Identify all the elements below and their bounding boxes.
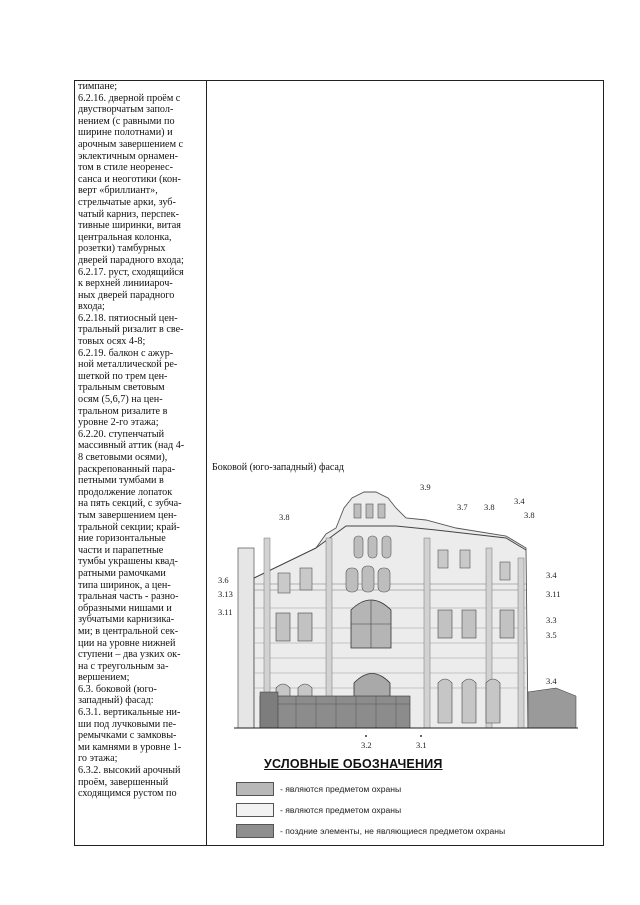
text-line: двустворчатым запол- bbox=[78, 104, 174, 116]
text-line: на с треугольным за- bbox=[78, 660, 169, 672]
text-line: ступени – два узких ок- bbox=[78, 649, 181, 661]
drawing-label: 3.2 bbox=[361, 740, 372, 750]
text-line: раскрепованный пара- bbox=[78, 463, 176, 475]
text-line: ние горизонтальные bbox=[78, 533, 166, 545]
text-line: 6.3.2. высокий арочный bbox=[78, 765, 181, 777]
text-line: арочным завершением с bbox=[78, 138, 184, 150]
text-line: образными нишами и bbox=[78, 602, 172, 614]
text-line: тральным световым bbox=[78, 382, 165, 394]
text-line: осям (5,6,7) на цен- bbox=[78, 394, 163, 406]
legend-label: - являются предметом охраны bbox=[280, 784, 402, 794]
legend-label: - являются предметом охраны bbox=[280, 805, 402, 815]
text-line: тральном ризалите в bbox=[78, 405, 168, 417]
drawing-label: 3.8 bbox=[484, 502, 495, 512]
text-line: петными тумбами в bbox=[78, 475, 164, 487]
text-line: западный) фасад: bbox=[78, 695, 154, 707]
text-line: нением (с равными по bbox=[78, 115, 175, 127]
text-line: 6.2.19. балкон с ажур- bbox=[78, 347, 174, 359]
text-line: санса и неоготики (кон- bbox=[78, 173, 181, 185]
text-line: том в стиле неоренес- bbox=[78, 162, 173, 174]
text-line: ширине полотнами) и bbox=[78, 127, 173, 139]
text-line: центральная колонка, bbox=[78, 231, 172, 243]
text-line: тральный ризалит в све- bbox=[78, 324, 184, 336]
drawing-label: 3.3 bbox=[546, 615, 557, 625]
legend-swatch bbox=[236, 824, 274, 838]
text-line: ратными рамочками bbox=[78, 567, 166, 579]
text-line: тым завершением цен- bbox=[78, 509, 177, 521]
text-line: 6.2.17. руст, сходящийся bbox=[78, 266, 184, 278]
text-line: 6.2.16. дверной проём с bbox=[78, 92, 181, 104]
drawing-label: 3.8 bbox=[279, 512, 290, 522]
text-line: тимпане; bbox=[78, 81, 118, 92]
text-line: стрельчатые арки, зуб- bbox=[78, 196, 176, 208]
text-column bbox=[78, 81, 202, 800]
text-line: вершением; bbox=[78, 672, 130, 684]
drawing-label: 3.6 bbox=[218, 575, 229, 585]
text-line: тральная часть - разно- bbox=[78, 591, 179, 603]
text-line: ши под лучковыми пе- bbox=[78, 718, 177, 730]
facade-caption: Боковой (юго-западный) фасад bbox=[212, 462, 344, 473]
text-line: ных дверей парадного bbox=[78, 289, 175, 301]
legend-label: - поздние элементы, не являющиеся предметом охраны bbox=[280, 826, 506, 836]
text-line: го этажа; bbox=[78, 753, 118, 765]
text-line: верт «бриллиант», bbox=[78, 185, 158, 197]
text-line: к верхней линииароч- bbox=[78, 278, 173, 290]
column-divider bbox=[206, 80, 207, 846]
text-line: 6.3. боковой (юго- bbox=[78, 683, 157, 695]
text-line: 6.3.1. вертикальные ни- bbox=[78, 707, 181, 719]
text-line: ми камнями в уровне 1- bbox=[78, 741, 182, 753]
text-line: массивный аттик (над 4- bbox=[78, 440, 185, 452]
facade-drawing bbox=[216, 478, 586, 753]
text-line: уровне 2-го этажа; bbox=[78, 417, 159, 429]
text-line: тральной секции; край- bbox=[78, 521, 180, 533]
legend-swatch bbox=[236, 803, 274, 817]
legend-title: УСЛОВНЫЕ ОБОЗНАЧЕНИЯ bbox=[264, 757, 443, 771]
drawing-label: 3.5 bbox=[546, 630, 557, 640]
text-line: ремычками с замковы- bbox=[78, 730, 177, 742]
text-line: товых осях 4-8; bbox=[78, 336, 146, 348]
text-line: ми; в центральной сек- bbox=[78, 625, 179, 637]
text-line: шеткой по трем цен- bbox=[78, 370, 168, 382]
text-line: 6.2.20. ступенчатый bbox=[78, 428, 165, 440]
text-line: ной металлической ре- bbox=[78, 359, 178, 371]
drawing-label: 3.4 bbox=[514, 496, 525, 506]
drawing-label: 3.8 bbox=[524, 510, 535, 520]
legend-item bbox=[236, 802, 401, 818]
drawing-label: 3.11 bbox=[218, 607, 233, 617]
text-line: розетки) тамбурных bbox=[78, 243, 166, 255]
text-line: 6.2.18. пятиосный цен- bbox=[78, 312, 178, 324]
text-line: части и парапетные bbox=[78, 544, 164, 556]
drawing-label: 3.13 bbox=[218, 589, 233, 599]
text-line: 8 световыми осями), bbox=[78, 452, 168, 463]
text-line: тумбы украшены квад- bbox=[78, 556, 178, 568]
legend-item bbox=[236, 781, 401, 797]
drawing-label: 3.9 bbox=[420, 482, 431, 492]
drawing-label: 3.4 bbox=[546, 676, 557, 686]
drawing-label: 3.11 bbox=[546, 589, 561, 599]
text-line: типа ширинок, а цен- bbox=[78, 579, 171, 591]
text-line: сходящимся рустом по bbox=[78, 788, 177, 800]
text-line: ции на уровне нижней bbox=[78, 637, 176, 649]
legend-item bbox=[236, 823, 505, 839]
text-line: тивные ширинки, витая bbox=[78, 220, 181, 232]
drawing-label: 3.7 bbox=[457, 502, 468, 512]
text-line: входа; bbox=[78, 301, 105, 313]
text-line: эклектичным орнамен- bbox=[78, 150, 179, 162]
text-line: продолжение лопаток bbox=[78, 486, 173, 498]
drawing-label: 3.1 bbox=[416, 740, 427, 750]
drawing-label: 3.4 bbox=[546, 570, 557, 580]
text-line: проём, завершенный bbox=[78, 776, 169, 788]
text-line: чатый карниз, перспек- bbox=[78, 208, 180, 220]
text-line: дверей парадного входа; bbox=[78, 254, 184, 266]
legend-swatch bbox=[236, 782, 274, 796]
text-line: на пять секций, с зубча- bbox=[78, 498, 182, 510]
text-line: зубчатыми карнизика- bbox=[78, 614, 175, 626]
